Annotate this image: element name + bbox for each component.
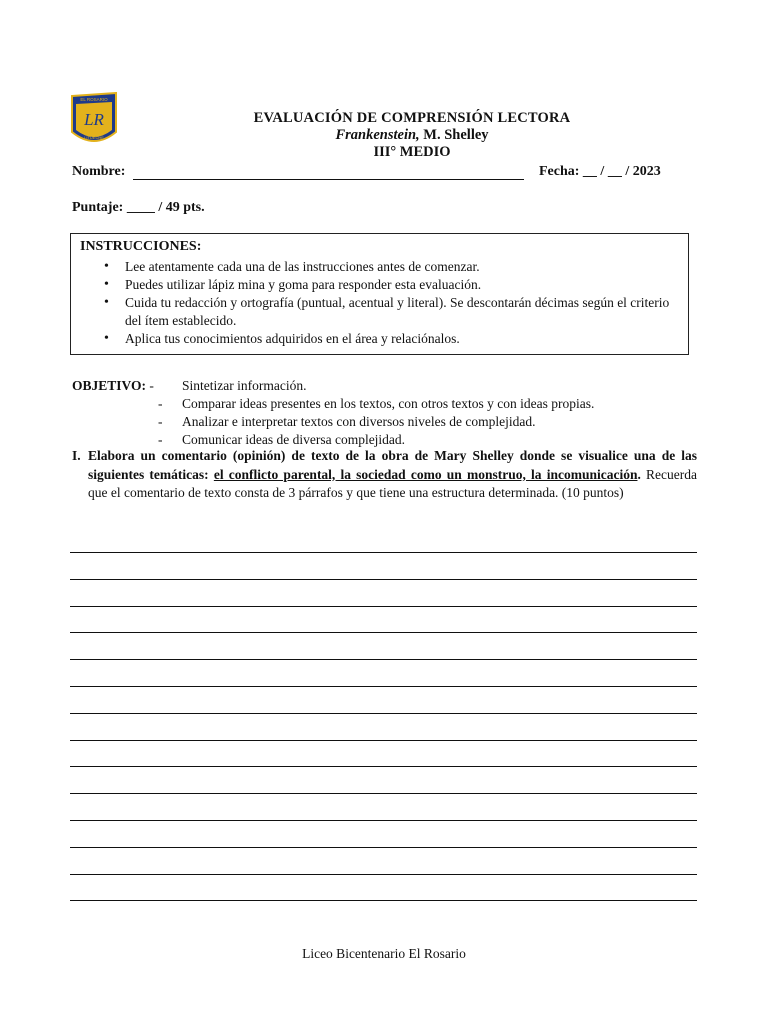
objective-list [158,395,594,449]
instruction-item: • Aplica tus conocimientos adquiridos en el área y relaciónalos. [71,330,688,348]
answer-line[interactable] [70,579,697,606]
footer-school-name: Liceo Bicentenario El Rosario [302,946,466,961]
exam-title: EVALUACIÓN DE COMPRENSIÓN LECTORA [253,110,571,126]
answer-line[interactable] [70,820,697,847]
exam-grade: III° MEDIO [373,144,451,160]
objective-item: Sintetizar información. [182,378,307,393]
logo-top-text: EL ROSARIO [80,97,108,102]
answer-line[interactable] [70,874,697,901]
answer-line[interactable] [70,900,697,927]
answer-line[interactable] [70,552,697,579]
answer-line[interactable] [70,686,697,713]
instruction-item: • Cuida tu redacción y ortografía (puntual, acentual y literal). Se descontarán décimas según el criterio del ítem establecido. [71,294,688,330]
name-label: Nombre: [72,164,126,179]
answer-lines[interactable] [70,552,697,927]
question-text: Elabora un comentario (opinión) de texto de la obra de Mary Shelley donde se visualice una de las siguientes temáticas: el conflicto parental, la sociedad como un monstruo, la incomunicación. Recuerda que el comentario de texto consta de 3 párrafos y que tiene una estructura determinada. (10 puntos) [88,448,698,500]
answer-line[interactable] [70,740,697,767]
instructions-list [71,258,688,348]
answer-line[interactable] [70,659,697,686]
logo-bottom-text: LITUECHE [84,135,104,140]
name-blank[interactable] [133,179,524,180]
work-title: Frankenstein, [335,127,420,143]
score-field: Puntaje: ____ / 49 pts. [72,200,205,215]
instruction-item: • Puedes utilizar lápiz mina y goma para responder esta evaluación. [71,276,688,294]
instructions-title: INSTRUCCIONES: [80,239,202,254]
exam-subtitle [150,127,674,144]
answer-line[interactable] [70,713,697,740]
instructions-box [70,233,689,355]
instruction-item: • Lee atentamente cada una de las instrucciones antes de comenzar. [71,258,688,276]
name-date-row [72,164,672,184]
question-number: I. [72,448,81,463]
answer-line[interactable] [70,606,697,633]
objective-item: - Comunicar ideas de diversa complejidad. [158,431,594,449]
objective-item: - Comparar ideas presentes en los textos, con otros textos y con ideas propias. [158,395,594,413]
objective-item: - Analizar e interpretar textos con diversos niveles de complejidad. [158,413,594,431]
exam-header [150,110,674,161]
answer-line[interactable] [70,793,697,820]
question-1 [72,447,697,503]
answer-line[interactable] [70,847,697,874]
answer-line[interactable] [70,766,697,793]
objective-label: OBJETIVO: - [72,378,154,393]
school-logo [70,92,118,148]
work-author: M. Shelley [419,127,489,143]
answer-line[interactable] [70,632,697,659]
logo-monogram: LR [84,110,104,129]
date-field[interactable]: Fecha: __ / __ / 2023 [539,164,661,179]
